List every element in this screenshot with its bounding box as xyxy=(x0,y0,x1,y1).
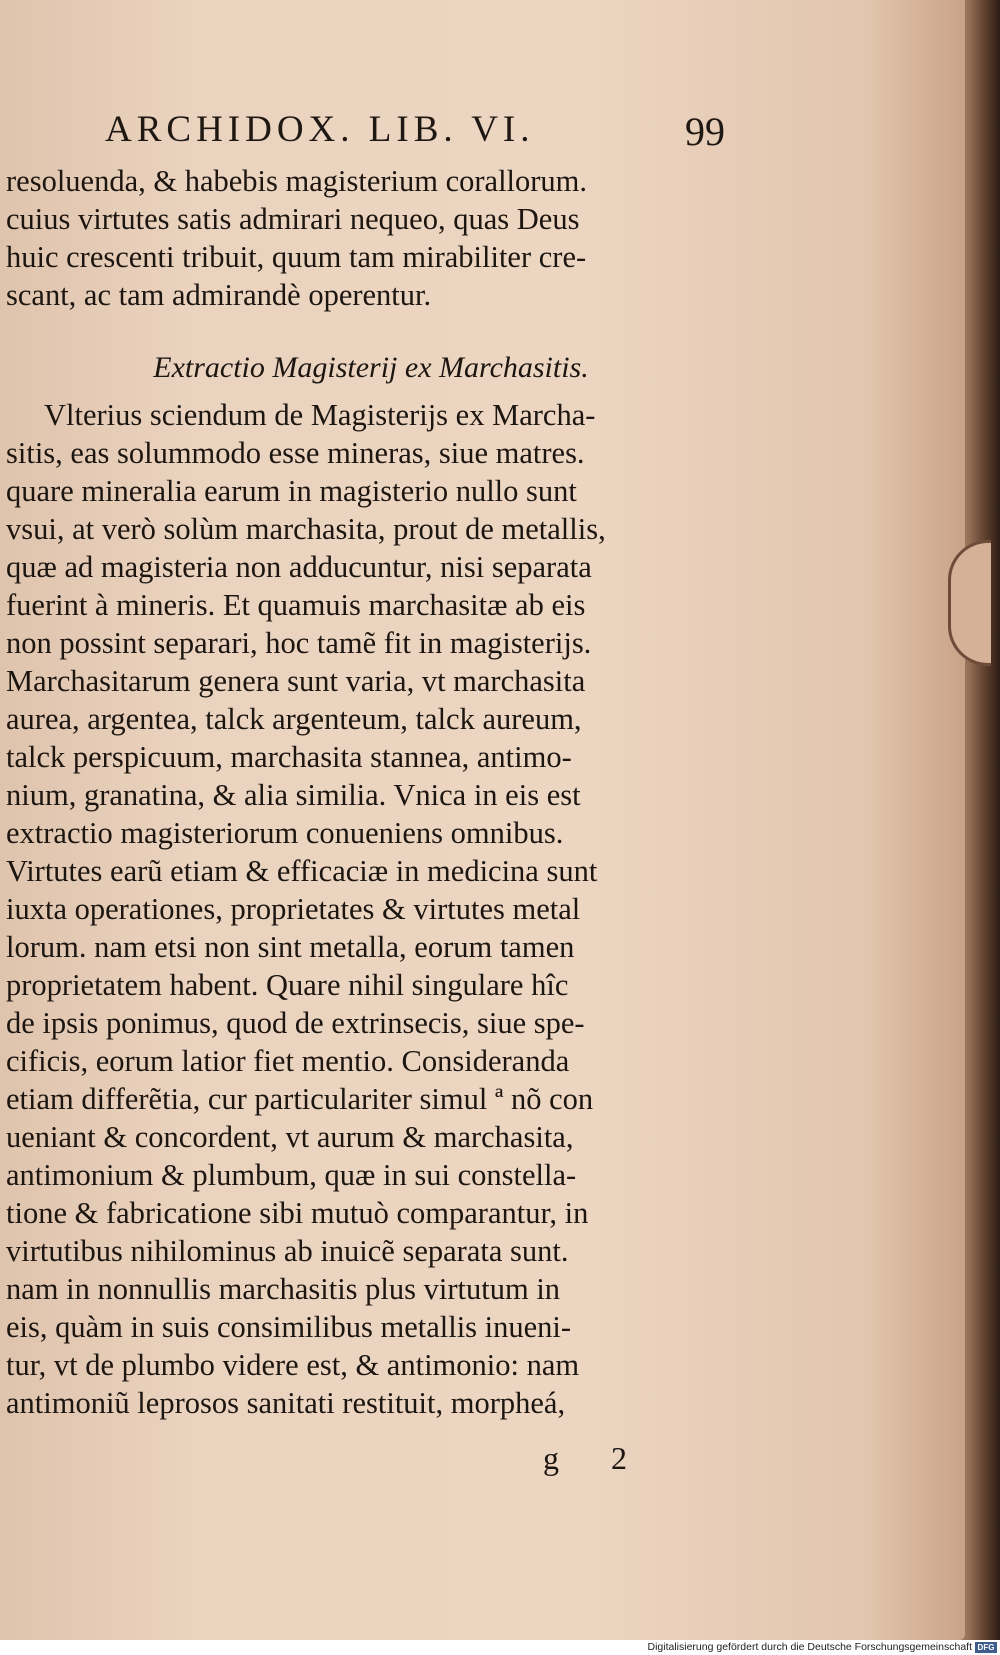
text-line: proprietatem habent. Quare nihil singulare hîc xyxy=(6,968,569,1002)
footer-bar xyxy=(0,1640,1000,1655)
text-line: de ipsis ponimus, quod de extrinsecis, siue spe- xyxy=(6,1006,585,1040)
funding-credit: Digitalisierung gefördert durch die Deutsche Forschungsgemeinschaft xyxy=(647,1641,972,1653)
text-line: etiam differẽtia, cur particulariter simul ª nõ con xyxy=(6,1082,594,1116)
text-line: nium, granatina, & alia similia. Vnica in eis est xyxy=(6,778,581,812)
text-line: tur, vt de plumbo videre est, & antimonio: nam xyxy=(6,1348,580,1382)
section-gap xyxy=(6,314,716,346)
text-line: antimoniũ leprosos sanitati restituit, morpheá, xyxy=(6,1386,566,1420)
signature-mark: g 2 xyxy=(543,1440,649,1476)
page-number: 99 xyxy=(685,109,725,154)
text-line: resoluenda, & habebis magisterium corallorum. xyxy=(6,164,588,198)
text-line: fuerint à mineris. Et quamuis marchasitæ ab eis xyxy=(6,588,586,622)
text-line: Vlterius sciendum de Magisterijs ex Marcha- xyxy=(44,398,596,432)
body-text xyxy=(6,162,716,1422)
text-line: sitis, eas solummodo esse mineras, siue matres. xyxy=(6,436,585,470)
text-line: tione & fabricatione sibi mutuò comparantur, in xyxy=(6,1196,589,1230)
text-line: iuxta operationes, proprietates & virtutes metal xyxy=(6,892,581,926)
text-line: vsui, at verò solùm marchasita, prout de metallis, xyxy=(6,512,606,546)
page-header xyxy=(105,108,725,158)
text-line: scant, ac tam admirandè operentur. xyxy=(6,278,432,312)
text-line: nam in nonnullis marchasitis plus virtutum in xyxy=(6,1272,561,1306)
text-line: quæ ad magisteria non adducuntur, nisi separata xyxy=(6,550,592,584)
text-line: quare mineralia earum in magisterio nullo sunt xyxy=(6,474,577,508)
text-line: cificis, eorum latior fiet mentio. Consideranda xyxy=(6,1044,570,1078)
section-heading: Extractio Magisterij ex Marchasitis. xyxy=(153,351,589,384)
page-curl xyxy=(948,540,991,666)
text-line: huic crescenti tribuit, quum tam mirabiliter cre- xyxy=(6,240,587,274)
text-line: eis, quàm in suis consimilibus metallis inueni- xyxy=(6,1310,572,1344)
text-line: extractio magisteriorum conueniens omnibus. xyxy=(6,816,564,850)
text-line: Marchasitarum genera sunt varia, vt marchasita xyxy=(6,664,586,698)
text-line: non possint separari, hoc tamẽ fit in magisterijs. xyxy=(6,626,592,660)
text-line: talck perspicuum, marchasita stannea, antimo- xyxy=(6,740,572,774)
dfg-logo: DFG xyxy=(975,1642,997,1653)
text-line: virtutibus nihilominus ab inuicẽ separata sunt. xyxy=(6,1234,569,1268)
text-line: Virtutes earũ etiam & efficaciæ in medicina sunt xyxy=(6,854,598,888)
text-line: aurea, argentea, talck argenteum, talck aureum, xyxy=(6,702,582,736)
text-line: antimonium & plumbum, quæ in sui constella- xyxy=(6,1158,577,1192)
text-line: cuius virtutes satis admirari nequeo, quas Deus xyxy=(6,202,580,236)
running-head: ARCHIDOX. LIB. VI. xyxy=(105,109,535,150)
text-line: ueniant & concordent, vt aurum & marchasita, xyxy=(6,1120,574,1154)
text-line: lorum. nam etsi non sint metalla, eorum tamen xyxy=(6,930,575,964)
